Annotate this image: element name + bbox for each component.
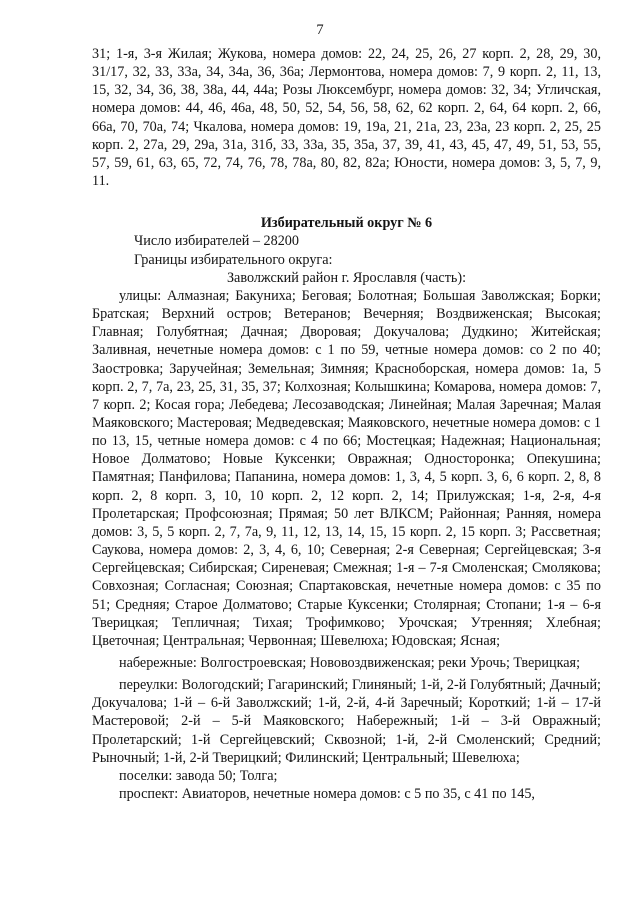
- district-heading: Избирательный округ № 6: [260, 215, 433, 232]
- boundaries-line: Границы избирательного округа:: [134, 251, 333, 268]
- settlements-line: поселки: завода 50; Толга;: [119, 767, 278, 784]
- document-body: [92, 45, 601, 803]
- embankments-paragraph: набережные: Волгостроевская; Нововоздвиженская; реки Урочь; Тверицкая;: [119, 655, 581, 671]
- voters-count-line: Число избирателей – 28200: [134, 233, 299, 250]
- lanes-paragraph: переулки: Вологодский; Гагаринский; Глиняный; 1-й, 2-й Голубятный; Дачный; Докучалова; 1-й – 6-й Заволжский; 1-й, 2-й, 4-й Заречный; Короткий; 1-й – 17-й Мастеровой; 2-й – 5-й Маяковского; Набережный; 1-й – 3-й Овражный; Пролетарский; 1-й Сергейцевский; Сквозной; 1-й, 2-й Смоленский; Средний; Рыночный; 1-й, 2-й Тверицкий; Филинский; Центральный; Шевелюха;: [92, 677, 601, 766]
- streets-paragraph: улицы: Алмазная; Бакуниха; Беговая; Болотная; Большая Заволжская; Борки; Братская; Верхний остров; Ветеранов; Вечерняя; Воздвиженская; Высокая; Главная; Голубятная; Дачная; Дворовая; Докучалова; Дудкино; Житейская; Заливная, нечетные номера домов: с 1 по 59, четные номера домов: со 2 по 40; Заостровка; Заручейная; Земельная; Зимняя; Красноборская, номера домов: 1а, 5 корп. 2, 7, 7а, 23, 25, 31, 35, 37; Колхозная; Колышкина; Комарова, номера домов: 7, 7 корп. 2; Косая гора; Лебедева; Лесозаводская; Линейная; Малая Заречная; Малая Маяковского; Мастеровая; Медведевская; Маяковского, нечетные номера домов: с 1 по 13, 15, четные номера домов: с 4 по 66; Мостецкая; Надежная; Национальная; Новое Долматово; Новые Куксенки; Овражная; Односторонка; Опекушина; Памятная; Панфилова; Папанина, номера домов: 1, 3, 4, 5 корп. 3, 6, 6 корп. 2, 8, 8 корп. 2, 8 корп. 3, 10, 10 корп. 2, 12 корп. 2, 14; Прилужская; 1-я, 2-я, 4-я Пролетарская; Профсоюзная; Прямая; 50 лет ВЛКСМ; Районная; Ранняя, номера домов: 3, 5, 5 корп. 2, 7, 7а, 9, 11, 12, 13, 14, 15, 15 корп. 2, 15 корп. 3; Рассветная; Саукова, номера домов: 2, 3, 4, 6, 10; Северная; 2-я Северная; Сергейцевская; 3-я Сергейцевская; Сибирская; Сиреневая; Смежная; 1-я – 7-я Смоленская; Смолякова; Совхозная; Согласная; Союзная; Спартаковская, нечетные номера домов: с 35 по 51; Средняя; Старое Долматово; Старые Куксенки; Столярная; Стопани; 1-я – 6-я Тверицкая; Тепличная; Тихая; Трофимково; Урочская; Утренняя; Хлебная; Цветочная; Центральная; Червонная; Шевелюха; Юдовская; Ясная;: [92, 287, 601, 649]
- continuation-paragraph: 31; 1-я, 3-я Жилая; Жукова, номера домов: 22, 24, 25, 26, 27 корп. 2, 28, 29, 30, 31/17, 32, 33, 33а, 34, 34а, 36, 36а; Лермонтова, номера домов: 7, 9 корп. 2, 11, 13, 15, 32, 34, 36, 38, 38а, 44, 44а; Розы Люксембург, номера домов: 32, 34; Угличская, номера домов: 44, 46, 46а, 48, 50, 52, 54, 56, 58, 62, 62 корп. 2, 64, 64 корп. 2, 66, 66а, 70, 70а, 74; Чкалова, номера домов: 19, 19а, 21, 21а, 23, 23а, 23 корп. 2, 25, 25 корп. 2, 27а, 29, 29а, 31а, 31б, 33, 33а, 35, 35а, 37, 39, 41, 43, 45, 47, 49, 51, 53, 55, 57, 59, 61, 63, 65, 72, 74, 76, 78, 78а, 80, 82, 82а; Юности, номера домов: 3, 5, 7, 9, 11.: [92, 46, 601, 190]
- avenue-line: проспект: Авиаторов, нечетные номера домов: с 5 по 35, с 41 по 145,: [119, 786, 535, 803]
- area-line: Заволжский район г. Ярославля (часть):: [226, 269, 467, 286]
- page-number: 7: [316, 22, 324, 38]
